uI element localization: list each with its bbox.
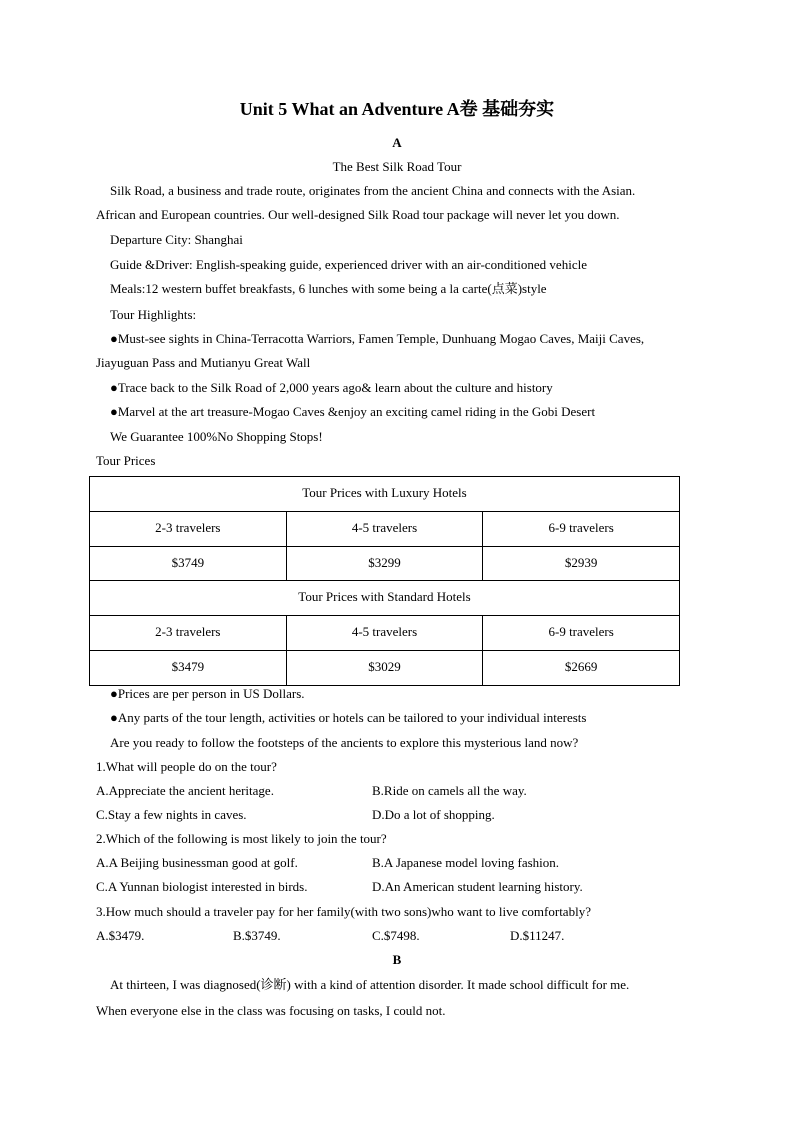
table-row bbox=[90, 616, 680, 651]
question-3-option-d: D.$11247. bbox=[510, 928, 565, 943]
table-row bbox=[90, 477, 680, 512]
table-cell: 2-3 travelers bbox=[90, 616, 287, 651]
tour-prices-label: Tour Prices bbox=[96, 453, 156, 468]
guide-driver: Guide &Driver: English-speaking guide, experienced driver with an air-conditioned vehicle bbox=[110, 257, 587, 272]
highlight-1-line-1: ●Must-see sights in China-Terracotta Warriors, Famen Temple, Dunhuang Mogao Caves, Maiji Caves, bbox=[110, 331, 645, 346]
table-row bbox=[90, 546, 680, 581]
question-3-option-a: A.$3479. bbox=[96, 928, 145, 943]
highlight-3: ●Marvel at the art treasure-Mogao Caves &enjoy an exciting camel riding in the Gobi Desert bbox=[110, 404, 596, 419]
table-cell: $2669 bbox=[483, 651, 680, 686]
guarantee: We Guarantee 100%No Shopping Stops! bbox=[110, 429, 323, 444]
table-cell: 2-3 travelers bbox=[90, 511, 287, 546]
question-3-stem: 3.How much should a traveler pay for her family(with two sons)who want to live comfortably? bbox=[96, 904, 591, 919]
question-3-option-b: B.$3749. bbox=[233, 928, 281, 943]
table-cell: 4-5 travelers bbox=[286, 616, 483, 651]
table-cell: 6-9 travelers bbox=[483, 511, 680, 546]
table-cell: $3479 bbox=[90, 651, 287, 686]
meals: Meals:12 western buffet breakfasts, 6 lunches with some being a la carte(点菜)style bbox=[110, 281, 547, 296]
question-2-option-c: C.A Yunnan biologist interested in birds. bbox=[96, 879, 308, 894]
question-1-option-b: B.Ride on camels all the way. bbox=[372, 783, 527, 798]
intro-line-2: African and European countries. Our well-designed Silk Road tour package will never let you down. bbox=[96, 207, 620, 222]
section-b-label: B bbox=[392, 952, 402, 967]
page-title: Unit 5 What an Adventure A卷 基础夯实 bbox=[239, 99, 555, 119]
table-cell: 4-5 travelers bbox=[286, 511, 483, 546]
question-1-stem: 1.What will people do on the tour? bbox=[96, 759, 277, 774]
highlight-2: ●Trace back to the Silk Road of 2,000 years ago& learn about the culture and history bbox=[110, 380, 553, 395]
table-cell: $3029 bbox=[286, 651, 483, 686]
question-1-option-a: A.Appreciate the ancient heritage. bbox=[96, 783, 274, 798]
question-1-option-d: D.Do a lot of shopping. bbox=[372, 807, 495, 822]
table-cell: $3299 bbox=[286, 546, 483, 581]
table-row bbox=[90, 511, 680, 546]
table-row bbox=[90, 651, 680, 686]
section-a-label: A bbox=[392, 135, 402, 150]
table-cell: $3749 bbox=[90, 546, 287, 581]
question-2-option-a: A.A Beijing businessman good at golf. bbox=[96, 855, 298, 870]
tour-title: The Best Silk Road Tour bbox=[332, 159, 462, 174]
question-2-option-d: D.An American student learning history. bbox=[372, 879, 583, 894]
note-1: ●Prices are per person in US Dollars. bbox=[110, 686, 305, 701]
question-2-stem: 2.Which of the following is most likely to join the tour? bbox=[96, 831, 387, 846]
standard-header: Tour Prices with Standard Hotels bbox=[90, 581, 680, 616]
departure-city: Departure City: Shanghai bbox=[110, 232, 243, 247]
question-3-option-c: C.$7498. bbox=[372, 928, 420, 943]
price-table bbox=[89, 476, 680, 686]
table-cell: $2939 bbox=[483, 546, 680, 581]
closing-line: Are you ready to follow the footsteps of the ancients to explore this mysterious land now? bbox=[110, 735, 579, 750]
passage-b-line-1: At thirteen, I was diagnosed(诊断) with a kind of attention disorder. It made school difficult for me. bbox=[110, 977, 630, 992]
question-1-option-c: C.Stay a few nights in caves. bbox=[96, 807, 247, 822]
highlight-1-line-2: Jiayuguan Pass and Mutianyu Great Wall bbox=[96, 355, 311, 370]
table-row bbox=[90, 581, 680, 616]
intro-line-1: Silk Road, a business and trade route, originates from the ancient China and connects with the Asian. bbox=[110, 183, 636, 198]
question-2-option-b: B.A Japanese model loving fashion. bbox=[372, 855, 560, 870]
passage-b-line-2: When everyone else in the class was focusing on tasks, I could not. bbox=[96, 1003, 446, 1018]
highlights-label: Tour Highlights: bbox=[110, 307, 197, 322]
note-2: ●Any parts of the tour length, activities or hotels can be tailored to your individual interests bbox=[110, 710, 587, 725]
table-cell: 6-9 travelers bbox=[483, 616, 680, 651]
luxury-header: Tour Prices with Luxury Hotels bbox=[90, 477, 680, 512]
